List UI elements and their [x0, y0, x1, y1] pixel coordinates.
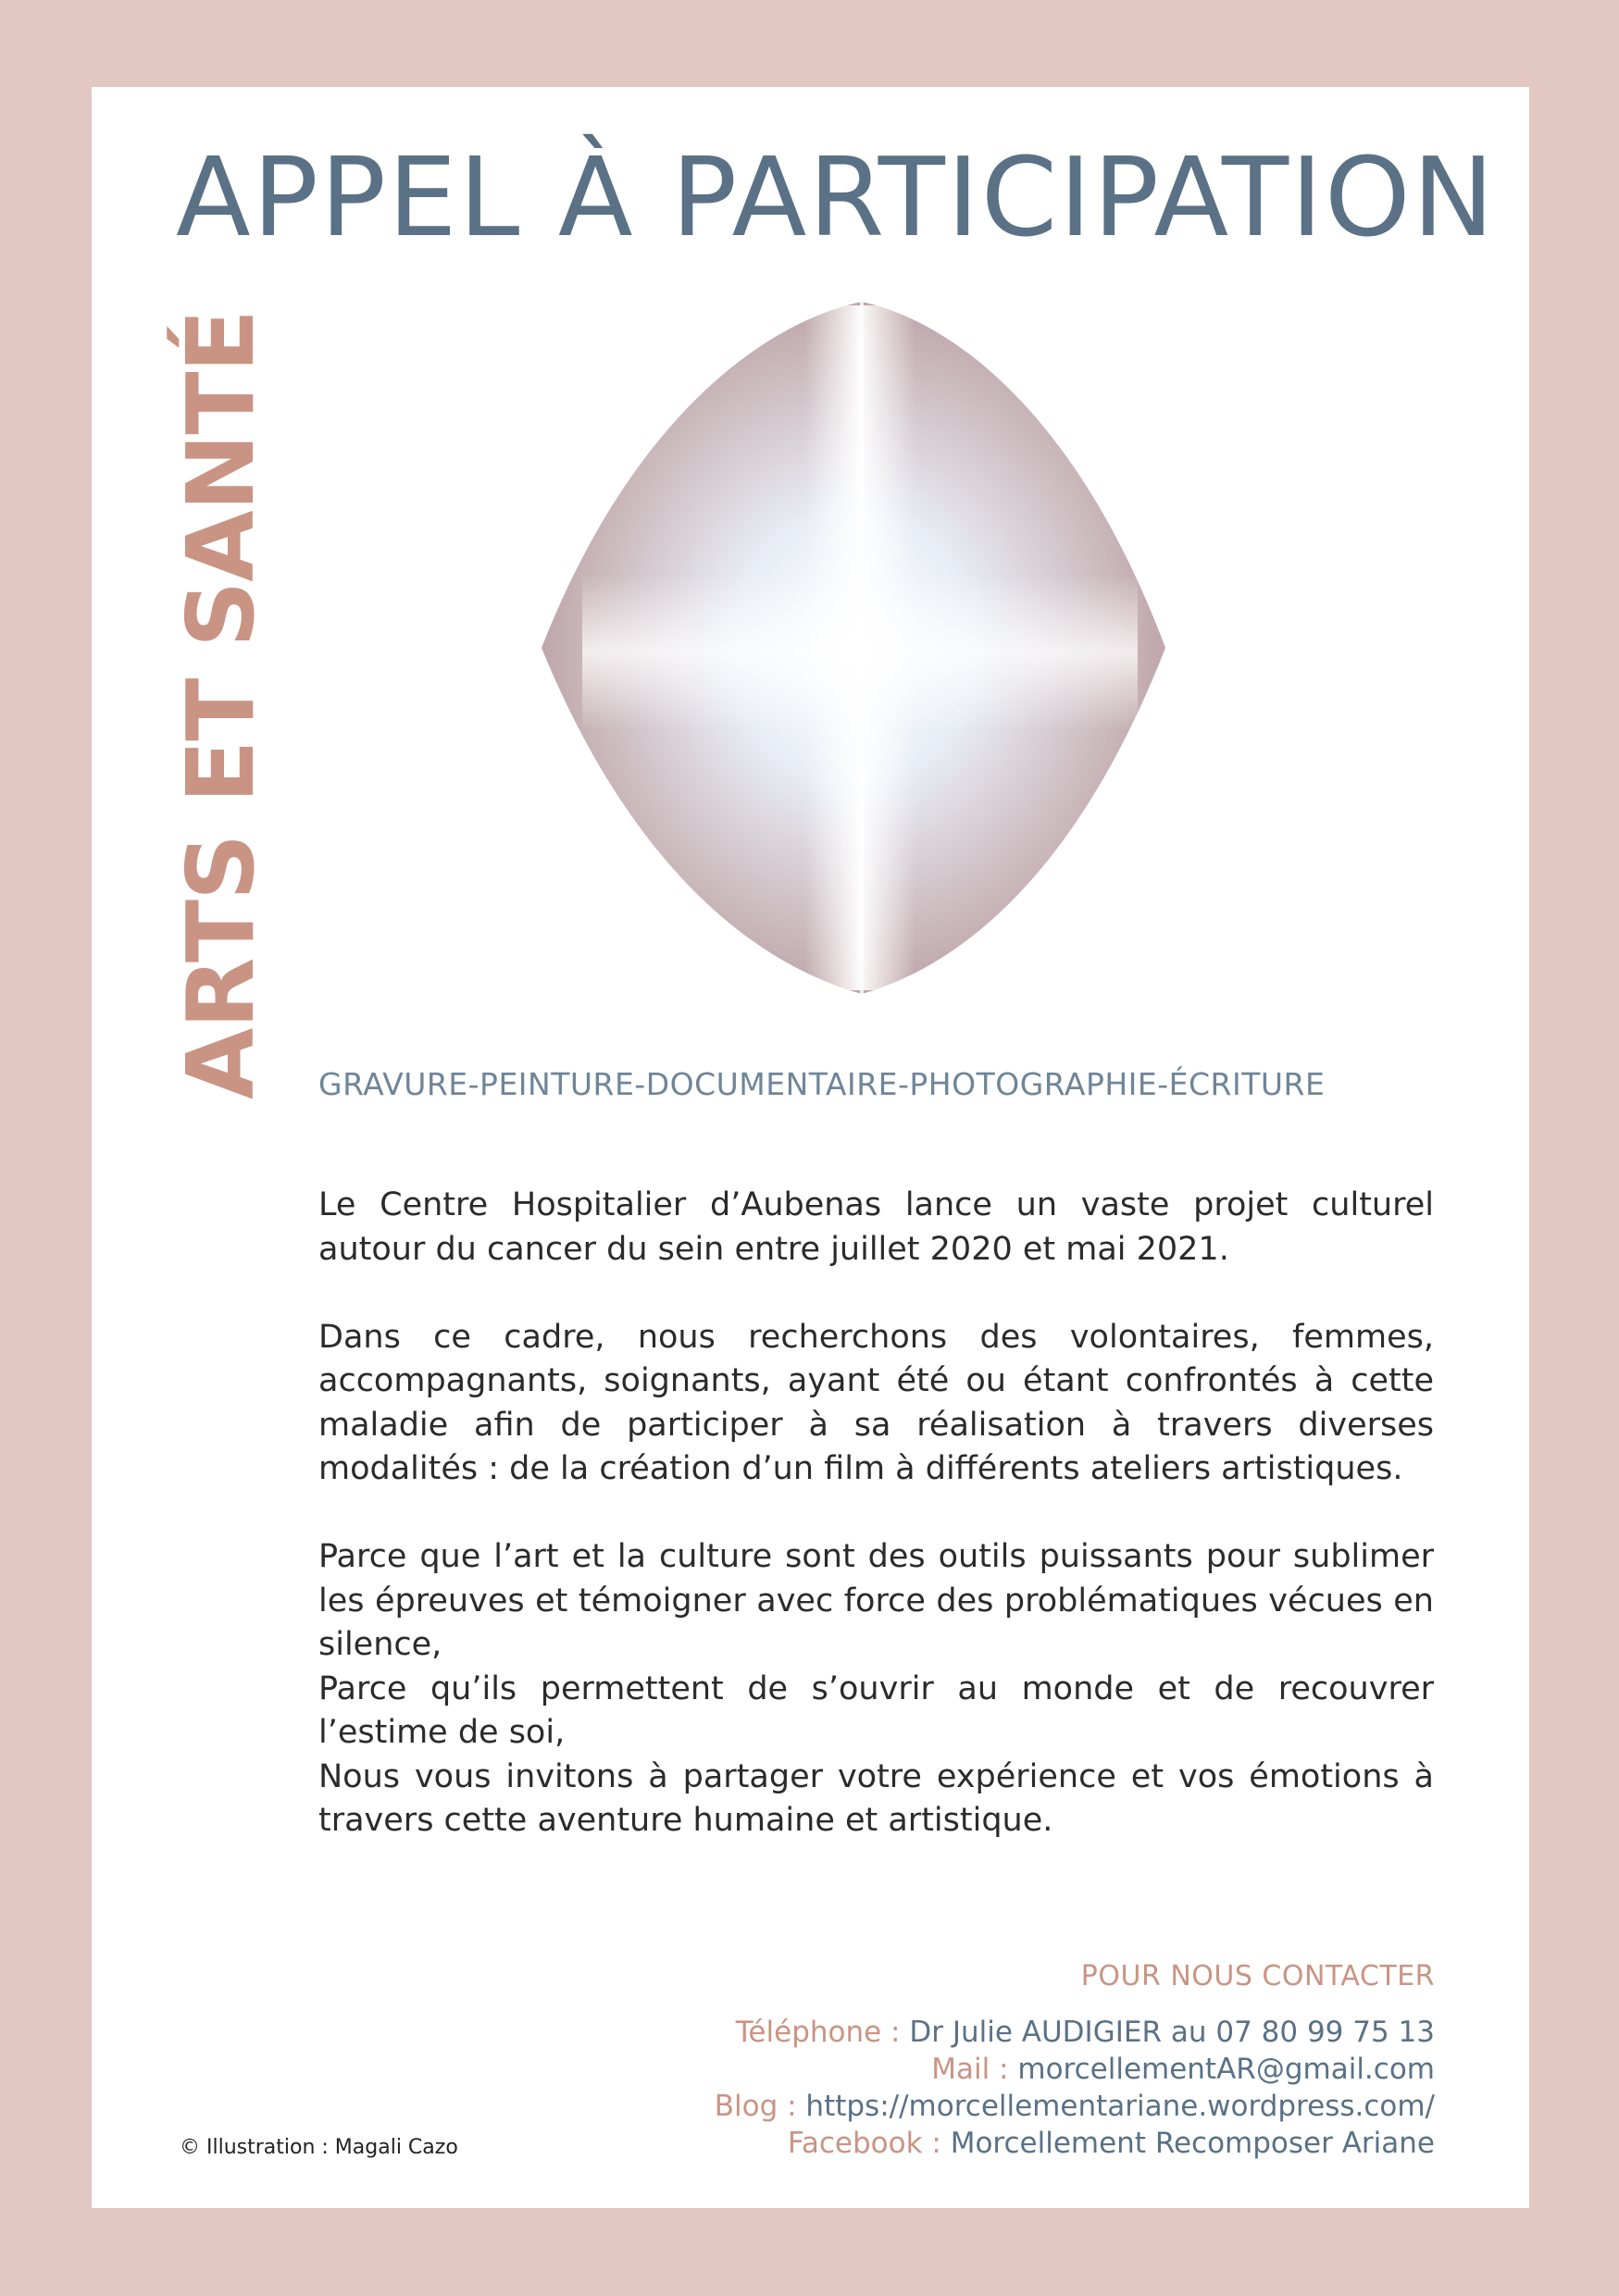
- facebook-link[interactable]: Morcellement Recomposer Ariane: [950, 2127, 1435, 2160]
- contact-facebook: [715, 2125, 1435, 2162]
- motivation-line-1: Parce que l’art et la culture sont des outils puissants pour sublimer les épreuves et témoigner avec force des problématiques vécues en silence,: [318, 1538, 1434, 1663]
- motivation-line-2: Parce qu’ils permettent de s’ouvrir au monde et de recouvrer l’estime de soi,: [318, 1669, 1434, 1751]
- contact-block: [715, 1958, 1435, 2162]
- poster-page: [92, 87, 1529, 2208]
- contact-heading: POUR NOUS CONTACTER: [1080, 1960, 1435, 1992]
- motivation-line-3: Nous vous invitons à partager votre expérience et vos émotions à travers cette aventure humaine et artistique.: [318, 1757, 1434, 1839]
- paragraph-volunteers: Dans ce cadre, nous recherchons des volontaires, femmes, accompagnants, soignants, ayant été ou étant confrontés à cette maladie afin de participer à sa réalisation à travers diverses modalités : de la création d’un film à différents ateliers artistiques.: [318, 1318, 1434, 1487]
- blog-link[interactable]: https://morcellementariane.wordpress.com/: [805, 2090, 1435, 2123]
- poster-title: APPEL À PARTICIPATION: [176, 133, 1497, 261]
- watercolor-illustration: [527, 296, 1193, 999]
- disciplines-line: GRAVURE-PEINTURE-DOCUMENTAIRE-PHOTOGRAPHIE-ÉCRITURE: [318, 1066, 1326, 1102]
- paragraph-intro: Le Centre Hospitalier d’Aubenas lance un vaste projet culturel autour du cancer du sein entre juillet 2020 et mai 2021.: [318, 1186, 1434, 1268]
- contact-phone: [715, 2014, 1435, 2051]
- contact-mail: [715, 2051, 1435, 2088]
- blog-label: Blog :: [714, 2090, 797, 2123]
- vertical-title: ARTS ET SANTÉ: [167, 310, 275, 1099]
- phone-value[interactable]: Dr Julie AUDIGIER au 07 80 99 75 13: [909, 2016, 1435, 2049]
- body-text: [318, 1184, 1434, 1843]
- facebook-label: Facebook :: [787, 2127, 941, 2160]
- mail-link[interactable]: morcellementAR@gmail.com: [1017, 2053, 1435, 2086]
- mail-label: Mail :: [931, 2053, 1009, 2086]
- illustration-credit: © Illustration : Magali Cazo: [180, 2136, 458, 2159]
- contact-blog: [715, 2088, 1435, 2125]
- paragraph-motivation: [318, 1535, 1434, 1843]
- phone-label: Téléphone :: [735, 2016, 901, 2049]
